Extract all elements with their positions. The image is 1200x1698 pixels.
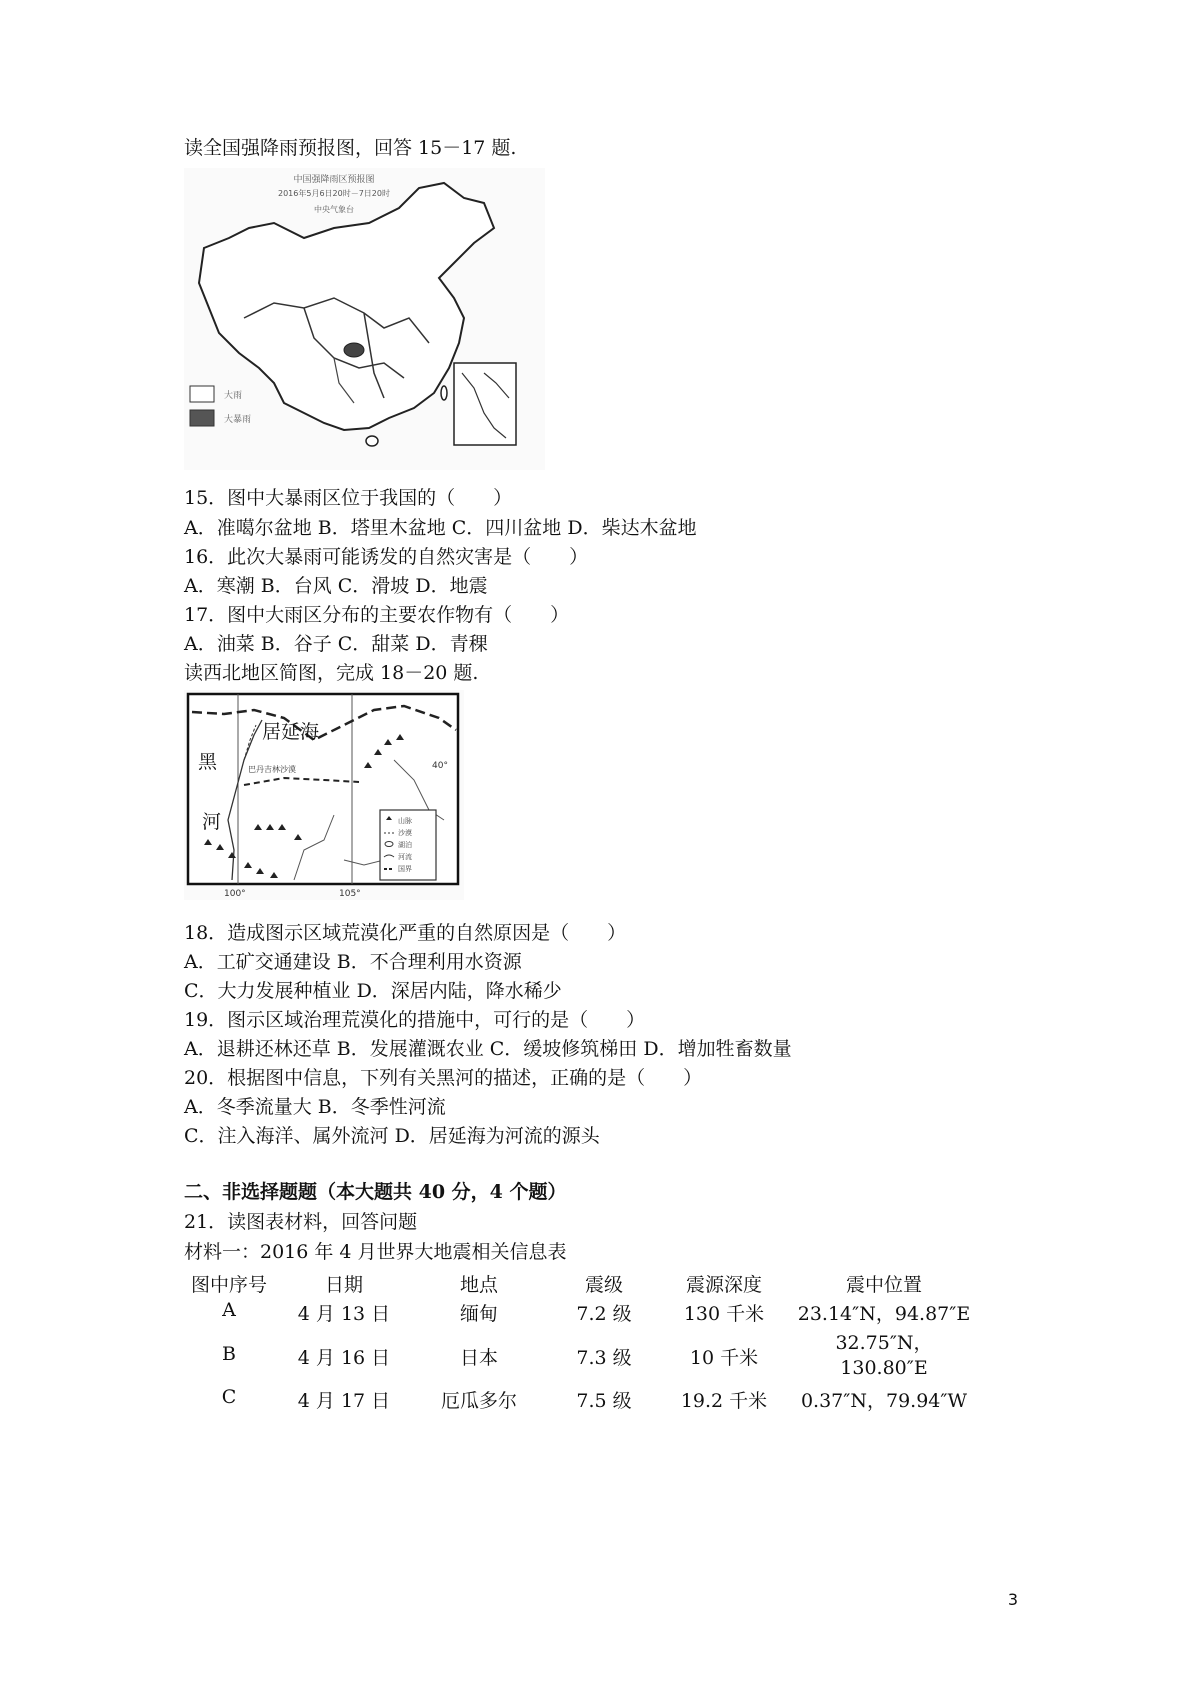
legend-border: 国界 [398,865,412,873]
th-index: 图中序号 [190,1274,267,1296]
label-lat-40: 40° [432,761,448,771]
question-18-options-2: C．大力发展种植业 D．深居内陆，降水稀少 [184,980,562,1002]
material-1-caption: 材料一：2016 年 4 月世界大地震相关信息表 [184,1241,567,1263]
question-17-options: A．油菜 B．谷子 C．甜菜 D．青稞 [184,633,488,655]
cell-index: C [221,1386,237,1408]
map1-source: 中央气象台 [314,205,354,214]
cell-date: 4 月 13 日 [297,1303,391,1325]
map1-date: 2016年5月6日20时－7日20时 [278,189,390,198]
label-heihe-1: 黑 [198,751,218,773]
cell-epicenter: 32.75″N， [835,1332,933,1354]
th-place: 地点 [459,1274,498,1296]
cell-depth: 130 千米 [683,1303,765,1325]
cell-depth: 10 千米 [689,1347,759,1369]
page-number: 3 [1007,1590,1018,1609]
label-lon-105: 105° [339,889,361,899]
legend-lake: 湖泊 [398,841,412,849]
question-19: 19．图示区域治理荒漠化的措施中，可行的是（ ） [184,1009,646,1031]
question-18-options-1: A．工矿交通建设 B．不合理利用水资源 [184,951,522,973]
cell-magnitude: 7.5 级 [576,1390,632,1412]
question-20-options-2: C．注入海洋、属外流河 D．居延海为河流的源头 [184,1125,600,1147]
section-2-heading: 二、非选择题题（本大题共 40 分，4 个题） [184,1181,567,1203]
legend-mountain: 山脉 [398,817,412,825]
label-desert: 巴丹吉林沙漠 [248,765,296,774]
legend-label-rain: 大雨 [224,391,243,401]
china-rain-map [184,168,545,470]
cell-place: 厄瓜多尔 [440,1390,517,1412]
cell-place: 日本 [459,1347,498,1369]
label-heihe-2: 河 [202,811,222,833]
cell-date: 4 月 17 日 [297,1390,391,1412]
intro-text-1: 读全国强降雨预报图，回答 15－17 题. [184,137,517,159]
question-19-options: A．退耕还林还草 B．发展灌溉农业 C．缓坡修筑梯田 D．增加牲畜数量 [184,1038,792,1060]
legend-swatch-rainstorm [190,410,214,426]
th-date: 日期 [324,1274,363,1296]
question-21: 21．读图表材料，回答问题 [184,1211,418,1233]
legend-label-rainstorm: 大暴雨 [224,415,252,425]
cell-depth: 19.2 千米 [680,1390,768,1412]
cell-epicenter: 0.37″N，79.94″W [800,1390,968,1412]
th-magnitude: 震级 [584,1274,623,1296]
cell-date: 4 月 16 日 [297,1347,391,1369]
northwest-map [184,690,464,900]
cell-epicenter-2: 130.80″E [840,1357,928,1379]
legend-swatch-rain [190,386,214,402]
legend-desert: 沙漠 [398,829,412,837]
cell-epicenter: 23.14″N，94.87″E [797,1303,971,1325]
question-15-options: A．准噶尔盆地 B．塔里木盆地 C．四川盆地 D．柴达木盆地 [184,517,697,539]
th-epicenter: 震中位置 [845,1274,922,1296]
intro-text-2: 读西北地区简图，完成 18－20 题. [184,662,479,684]
question-17: 17．图中大雨区分布的主要农作物有（ ） [184,604,570,626]
question-20-options-1: A．冬季流量大 B．冬季性河流 [184,1096,446,1118]
th-depth: 震源深度 [685,1274,762,1296]
label-juyanhai: 居延海 [262,721,320,743]
question-16: 16．此次大暴雨可能诱发的自然灾害是（ ） [184,546,589,568]
question-20: 20．根据图中信息，下列有关黑河的描述，正确的是（ ） [184,1067,703,1089]
map1-title: 中国强降雨区预报图 [293,175,375,185]
question-16-options: A．寒潮 B．台风 C．滑坡 D．地震 [184,575,488,597]
legend-river: 河流 [398,853,412,861]
question-18: 18．造成图示区域荒漠化严重的自然原因是（ ） [184,922,627,944]
cell-magnitude: 7.2 级 [576,1303,632,1325]
cell-index: A [222,1299,236,1321]
question-15: 15．图中大暴雨区位于我国的（ ） [184,487,513,509]
cell-index: B [222,1343,236,1365]
cell-magnitude: 7.3 级 [576,1347,632,1369]
cell-place: 缅甸 [459,1303,498,1325]
label-lon-100: 100° [224,889,246,899]
